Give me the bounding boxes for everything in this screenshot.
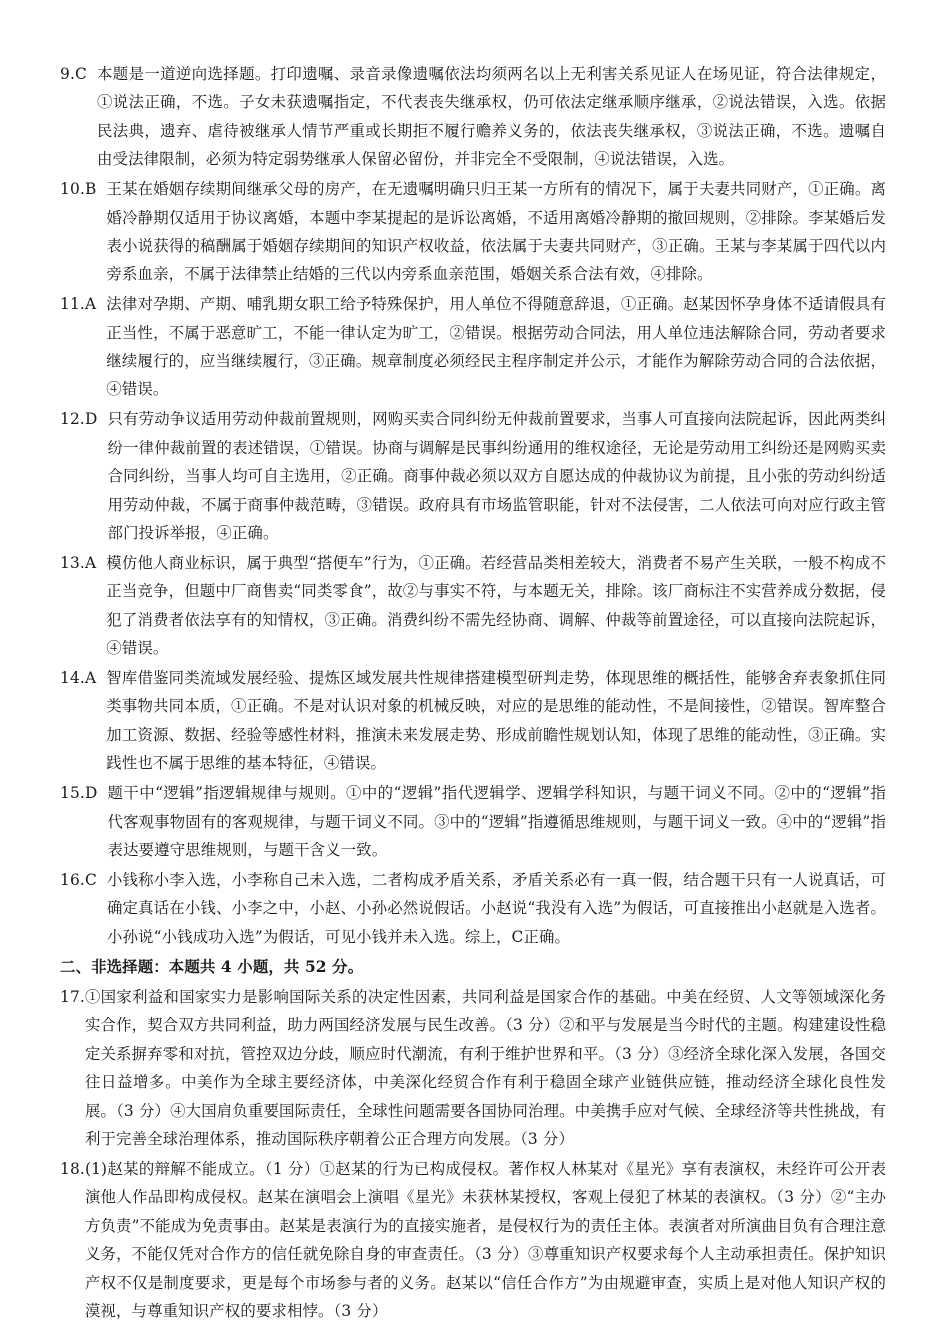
explanation-text: 题干中“逻辑”指逻辑规律与规则。①中的“逻辑”指代逻辑学、逻辑学科知识，与题干词义不同。②中的“逻辑”指代客观事物固有的客观规律，与题干词义不同。③中的“逻辑”指遵循思维规则，与题干词义一致。④中的“逻辑”指表达要遵守思维规则，与题干含义一致。 — [107, 784, 886, 859]
question-number: 15. — [60, 784, 85, 803]
answer-letter: A — [84, 669, 97, 688]
explanation-text: 小钱称小李入选，小李称自己未入选，二者构成矛盾关系，矛盾关系必有一真一假，结合题干只有一人说真话，可确定真话在小钱、小李之中，小赵、小孙必然说假话。小赵说“我没有入选”为假话，可直接推出小赵就是入选者。小孙说“小钱成功入选”为假话，可见小钱并未入选。综上，C正确。 — [106, 870, 886, 946]
answer-item-17 — [60, 983, 886, 1153]
question-number: 10. — [60, 180, 85, 199]
answer-item-12 — [60, 405, 886, 547]
multiple-choice-answers — [60, 60, 886, 951]
question-number: 16. — [60, 870, 85, 889]
question-number: 9. — [60, 65, 75, 83]
question-number: 11. — [60, 295, 85, 314]
answer-letter: A — [84, 295, 97, 314]
question-number: 18. — [60, 1159, 85, 1178]
answer-letter: C — [84, 870, 97, 889]
answer-item-18 — [60, 1155, 886, 1325]
answer-item-9 — [60, 60, 886, 174]
answer-item-11 — [60, 290, 886, 404]
answer-item-13 — [60, 549, 886, 663]
explanation-text: 只有劳动争议适用劳动仲裁前置规则，网购买卖合同纠纷无仲裁前置要求，当事人可直接向法院起诉，因此两类纠纷一律仲裁前置的表述错误，①错误。协商与调解是民事纠纷通用的维权途径，无论是劳动用工纠纷还是网购买卖合同纠纷，当事人均可自主选用，②正确。商事仲裁必须以双方自愿达成的仲裁协议为前提，且小张的劳动纠纷适用劳动仲裁，不属于商事仲裁范畴，③错误。政府具有市场监管职能，针对不法侵害，二人依法可向对应行政主管部门投诉举报，④正确。 — [107, 410, 886, 542]
answer-item-10 — [60, 175, 886, 289]
explanation-text: (1)赵某的辩解不能成立。（1 分）①赵某的行为已构成侵权。著作权人林某对《星光》享有表演权，未经许可公开表演他人作品即构成侵权。赵某在演唱会上演唱《星光》未获林某授权，客观上侵犯了林某的表演权。（3 分）②“主办方负责”不能成为免责事由。赵某是表演行为的直接实施者，是侵权行为的责任主体。表演者对所演曲目负有合理注意义务，不能仅凭对合作方的信任就免除自身的审查责任。（3 分）③尊重知识产权要求每个人主动承担责任。保护知识产权不仅是制度要求，更是每个市场参与者的义务。赵某以“信任合作方”为由规避审查，实质上是对他人知识产权的漠视，与尊重知识产权的要求相悖。（3 分） — [84, 1159, 886, 1320]
explanation-text: 法律对孕期、产期、哺乳期女职工给予特殊保护，用人单位不得随意辞退，①正确。赵某因怀孕身体不适请假具有正当性，不属于恶意旷工，不能一律认定为旷工，②错误。根据劳动合同法，用人单位违法解除合同，劳动者要求继续履行的，应当继续履行，③正确。规章制度必须经民主程序制定并公示，才能作为解除劳动合同的合法依据，④错误。 — [106, 295, 886, 399]
answer-letter: A — [84, 553, 97, 572]
answer-letter: C — [74, 65, 87, 83]
essay-answers — [60, 983, 886, 1325]
answer-item-15 — [60, 779, 886, 864]
question-number: 13. — [60, 553, 85, 572]
question-number: 14. — [60, 669, 85, 688]
answer-letter: D — [84, 410, 98, 429]
answer-letter: D — [84, 784, 98, 803]
explanation-text: 王某在婚姻存续期间继承父母的房产，在无遗嘱明确只归王某一方所有的情况下，属于夫妻共同财产，①正确。离婚冷静期仅适用于协议离婚，本题中李某提起的是诉讼离婚，不适用离婚冷静期的撤回规则，②排除。李某婚后发表小说获得的稿酬属于婚姻存续期间的知识产权收益，依法属于夫妻共同财产，③正确。王某与李某属于四代以内旁系血亲，不属于法律禁止结婚的三代以内旁系血亲范围，婚姻关系合法有效，④排除。 — [106, 180, 886, 284]
question-number: 12. — [60, 410, 85, 429]
section-heading: 二、非选择题：本题共 4 小题，共 52 分。 — [60, 957, 364, 976]
explanation-text: ①国家利益和国家实力是影响国际关系的决定性因素，共同利益是国家合作的基础。中美在经贸、人文等领域深化务实合作，契合双方共同利益，助力两国经济发展与民生改善。（3 分）②和平与发展是当今时代的主题。构建建设性稳定关系摒弃零和对抗，管控双边分歧，顺应时代潮流，有利于维护世界和平。（3 分）③经济全球化深入发展，各国交往日益增多。中美作为全球主要经济体，中美深化经贸合作有利于稳固全球产业链供应链，推动经济全球化良性发展。（3 分）④大国肩负重要国际责任，全球性问题需要各国协同治理。中美携手应对气候、全球经济等共性挑战，有利于完善全球治理体系，推动国际秩序朝着公正合理方向发展。（3 分） — [84, 988, 886, 1149]
explanation-text: 本题是一道逆向选择题。打印遗嘱、录音录像遗嘱依法均须两名以上无利害关系见证人在场见证，符合法律规定，①说法正确，不选。子女未获遗嘱指定，不代表丧失继承权，仍可依法定继承顺序继承，②说法错误，入选。依据民法典，遗弃、虐待被继承人情节严重或长期拒不履行赡养义务的，依法丧失继承权，③说法正确，不选。遗嘱自由受法律限制，必须为特定弱势继承人保留必留份，并非完全不受限制，④说法错误，入选。 — [97, 65, 886, 169]
answer-item-16 — [60, 866, 886, 951]
answer-letter: B — [84, 180, 97, 199]
answer-item-14 — [60, 664, 886, 778]
explanation-text: 模仿他人商业标识，属于典型“搭便车”行为，①正确。若经营品类相差较大，消费者不易产生关联，一般不构成不正当竞争，但题中厂商售卖“同类零食”，故②与事实不符，与本题无关，排除。该厂商标注不实营养成分数据，侵犯了消费者依法享有的知情权，③正确。消费纠纷不需先经协商、调解、仲裁等前置途径，可以直接向法院起诉，④错误。 — [106, 553, 886, 658]
question-number: 17. — [60, 988, 85, 1006]
explanation-text: 智库借鉴同类流域发展经验、提炼区域发展共性规律搭建模型研判走势，体现思维的概括性，能够舍弃表象抓住同类事物共同本质，①正确。不是对认识对象的机械反映，对应的是思维的能动性，不是间接性，②错误。智库整合加工资源、数据、经验等感性材料，推演未来发展走势、形成前瞻性规划认知，体现了思维的能动性，③正确。实践性也不属于思维的基本特征，④错误。 — [106, 669, 886, 773]
